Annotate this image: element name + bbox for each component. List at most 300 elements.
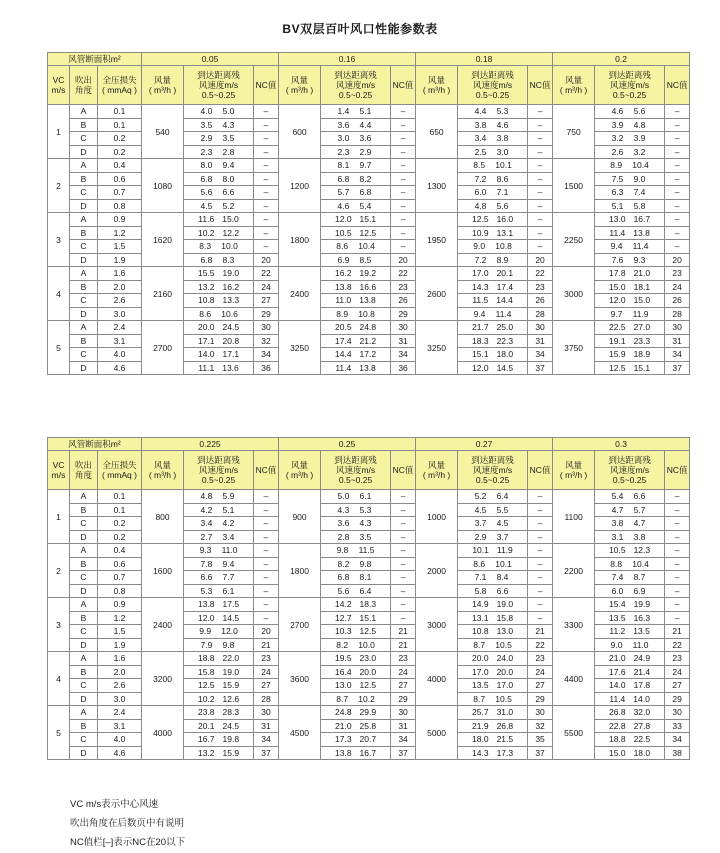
nc-cell: – (391, 199, 416, 213)
distance-cell (321, 334, 391, 348)
loss-header-line-1: 全压损失 (102, 460, 137, 470)
distance-max: 10.6 (221, 308, 238, 319)
flow-header-line-1: 风量 (291, 460, 309, 470)
nc-cell: 23 (254, 652, 279, 666)
loss-cell: 2.0 (98, 280, 142, 294)
distance-min: 13.0 (335, 680, 352, 691)
nc-header-line-1: NC值 (392, 465, 414, 475)
nc-cell: – (528, 503, 553, 517)
distance-cell (321, 361, 391, 375)
distance-min: 17.8 (609, 268, 626, 279)
distance-max: 8.7 (633, 572, 646, 583)
nc-cell: 23 (391, 280, 416, 294)
distance-pair (184, 694, 253, 704)
distance-min: 20.0 (197, 322, 215, 333)
nc-cell: 27 (254, 294, 279, 308)
distance-max: 23.0 (359, 653, 377, 664)
nc-cell: – (665, 584, 690, 598)
angle-cell: A (70, 267, 98, 281)
nc-cell: 28 (665, 307, 690, 321)
nc-cell: – (391, 132, 416, 146)
nc-cell: 30 (528, 706, 553, 720)
nc-cell: 24 (528, 665, 553, 679)
distance-cell (321, 611, 391, 625)
distance-cell (458, 294, 528, 308)
distance-min: 13.8 (335, 281, 352, 292)
distance-pair (595, 133, 664, 143)
distance-pair (595, 174, 664, 184)
flow-header (416, 451, 458, 490)
distance-cell (321, 719, 391, 733)
distance-max: 17.4 (496, 281, 514, 292)
distance-pair (184, 187, 253, 197)
area-header: 0.27 (416, 438, 553, 451)
distance-cell (458, 132, 528, 146)
distance-cell (321, 145, 391, 159)
distance-max: 24.5 (222, 720, 240, 731)
distance-cell (458, 611, 528, 625)
nc-cell: 29 (391, 307, 416, 321)
nc-cell: 30 (391, 321, 416, 335)
distance-cell (458, 706, 528, 720)
nc-cell: – (254, 105, 279, 119)
distance-pair (321, 309, 390, 319)
angle-cell: D (70, 584, 98, 598)
nc-cell: – (665, 159, 690, 173)
distance-max: 13.6 (222, 362, 239, 373)
angle-cell: D (70, 638, 98, 652)
distance-pair (458, 147, 527, 157)
distance-cell (184, 719, 254, 733)
distance-cell (595, 490, 665, 504)
distance-cell (321, 692, 391, 706)
distance-max: 9.0 (633, 173, 646, 184)
distance-pair (458, 680, 527, 690)
distance-max: 5.0 (222, 106, 235, 117)
nc-cell: 33 (665, 719, 690, 733)
distance-min: 8.7 (473, 639, 486, 650)
table-row (48, 706, 690, 720)
distance-pair (595, 214, 664, 224)
distance-min: 22.5 (609, 322, 626, 333)
area-header: 0.225 (142, 438, 279, 451)
distance-min: 11.6 (198, 214, 215, 225)
vc-header-line-2: m/s (51, 470, 66, 480)
distance-cell (458, 159, 528, 173)
nc-cell: 31 (254, 719, 279, 733)
distance-max: 5.5 (496, 504, 509, 515)
distance-pair (321, 599, 390, 609)
nc-cell: – (665, 199, 690, 213)
nc-header-line-1: NC值 (529, 80, 551, 90)
distance-pair (184, 241, 253, 251)
vc-cell: 2 (48, 544, 70, 598)
loss-cell: 0.6 (98, 172, 142, 186)
nc-cell: – (254, 584, 279, 598)
distance-pair (595, 147, 664, 157)
distance-pair (595, 282, 664, 292)
flow-header-line-1: 风量 (565, 460, 583, 470)
distance-cell (184, 638, 254, 652)
flow-header-line-1: 风量 (428, 75, 446, 85)
nc-cell: 35 (528, 733, 553, 747)
distance-cell (595, 267, 665, 281)
nc-cell: 37 (528, 746, 553, 760)
distance-pair (184, 174, 253, 184)
distance-max: 5.8 (633, 200, 646, 211)
distance-min: 2.7 (200, 531, 213, 542)
nc-cell: 34 (391, 733, 416, 747)
distance-min: 15.0 (609, 747, 626, 758)
nc-cell: – (254, 240, 279, 254)
distance-pair (184, 586, 253, 596)
angle-header-line-2: 角度 (74, 470, 92, 480)
distance-max: 5.4 (359, 200, 372, 211)
distance-min: 14.2 (335, 599, 352, 610)
nc-cell: 23 (665, 267, 690, 281)
distance-min: 8.1 (337, 160, 350, 171)
distance-min: 12.5 (472, 214, 489, 225)
distance-pair (595, 640, 664, 650)
flow-cell: 4400 (553, 652, 595, 706)
distance-min: 3.4 (474, 133, 487, 144)
distance-min: 11.2 (609, 626, 626, 637)
nc-cell: – (391, 530, 416, 544)
distance-min: 16.7 (197, 734, 215, 745)
distance-min: 15.1 (472, 349, 489, 360)
distance-cell (184, 733, 254, 747)
distance-cell (595, 280, 665, 294)
nc-cell: 34 (391, 348, 416, 362)
nc-cell: – (528, 530, 553, 544)
distance-pair (321, 626, 390, 636)
distance-min: 12.7 (335, 612, 352, 623)
distance-max: 8.2 (359, 173, 372, 184)
distance-max: 9.7 (359, 160, 372, 171)
distance-pair (595, 532, 664, 542)
distance-pair (458, 214, 527, 224)
distance-pair (321, 282, 390, 292)
distance-pair (458, 586, 527, 596)
table-row (48, 267, 690, 281)
distance-min: 19.1 (609, 335, 626, 346)
distance-cell (595, 348, 665, 362)
distance-pair (321, 133, 390, 143)
distance-max: 17.2 (359, 349, 377, 360)
nc-cell: – (254, 490, 279, 504)
nc-cell: 22 (665, 638, 690, 652)
distance-max: 16.7 (359, 747, 377, 758)
distance-min: 7.2 (474, 254, 487, 265)
distance-min: 19.5 (335, 653, 352, 664)
loss-cell: 1.6 (98, 267, 142, 281)
nc-cell: 26 (391, 294, 416, 308)
distance-cell (458, 665, 528, 679)
distance-max: 5.3 (359, 504, 372, 515)
distance-pair (321, 613, 390, 623)
loss-cell: 0.2 (98, 517, 142, 531)
distance-max: 14.5 (496, 362, 514, 373)
distance-cell (595, 334, 665, 348)
distance-cell (321, 584, 391, 598)
distance-pair (458, 322, 527, 332)
distance-cell (184, 199, 254, 213)
loss-cell: 0.2 (98, 132, 142, 146)
distance-cell (595, 145, 665, 159)
distance-pair (321, 295, 390, 305)
flow-cell: 4000 (142, 706, 184, 760)
angle-cell: B (70, 557, 98, 571)
loss-cell: 0.8 (98, 199, 142, 213)
distance-min: 10.2 (197, 693, 215, 704)
distance-min: 21.0 (609, 653, 626, 664)
nc-cell: 21 (254, 638, 279, 652)
distance-cell (595, 733, 665, 747)
distance-min: 14.3 (472, 281, 489, 292)
flow-cell: 600 (279, 105, 321, 159)
angle-header (70, 66, 98, 105)
distance-min: 6.8 (337, 173, 350, 184)
nc-cell: – (254, 226, 279, 240)
distance-max: 3.5 (222, 133, 235, 144)
distance-header-line-2: 风速度m/s (472, 80, 513, 90)
distance-max: 15.0 (222, 214, 239, 225)
distance-min: 8.5 (473, 160, 486, 171)
area-label-header: 风管断面积m² (48, 53, 142, 66)
distance-max: 11.4 (632, 241, 649, 252)
distance-min: 7.2 (474, 173, 487, 184)
distance-cell (595, 638, 665, 652)
flow-header (553, 66, 595, 105)
distance-cell (458, 334, 528, 348)
distance-max: 5.2 (222, 200, 235, 211)
nc-cell: 34 (254, 348, 279, 362)
distance-pair (595, 309, 664, 319)
distance-pair (595, 295, 664, 305)
distance-max: 5.7 (633, 504, 646, 515)
distance-header-line-1: 到达距离残 (608, 70, 651, 80)
flow-cell: 3600 (279, 652, 321, 706)
flow-header (553, 451, 595, 490)
distance-min: 10.5 (335, 227, 352, 238)
flow-header-line-2: ( m³/h ) (148, 85, 177, 95)
flow-header-line-2: ( m³/h ) (422, 470, 451, 480)
distance-min: 5.2 (474, 491, 487, 502)
distance-max: 4.5 (496, 518, 509, 529)
distance-max: 32.0 (633, 707, 651, 718)
distance-cell (184, 665, 254, 679)
distance-min: 21.7 (472, 322, 489, 333)
loss-cell: 0.4 (98, 159, 142, 173)
distance-cell (595, 132, 665, 146)
distance-max: 21.4 (633, 666, 651, 677)
distance-cell (321, 625, 391, 639)
distance-cell (321, 598, 391, 612)
loss-cell: 2.6 (98, 294, 142, 308)
distance-min: 5.0 (337, 491, 350, 502)
flow-cell: 1000 (416, 490, 458, 544)
distance-min: 17.4 (335, 335, 352, 346)
vc-header (48, 451, 70, 490)
flow-cell: 3750 (553, 321, 595, 375)
distance-min: 7.8 (200, 558, 213, 569)
distance-cell (595, 253, 665, 267)
distance-cell (595, 544, 665, 558)
nc-header (391, 451, 416, 490)
nc-cell: 31 (528, 334, 553, 348)
distance-max: 4.3 (359, 518, 372, 529)
loss-cell: 0.2 (98, 530, 142, 544)
angle-cell: A (70, 544, 98, 558)
distance-max: 14.4 (496, 295, 513, 306)
distance-pair (184, 336, 253, 346)
flow-cell: 2400 (279, 267, 321, 321)
distance-min: 17.3 (335, 734, 352, 745)
flow-header (416, 66, 458, 105)
distance-min: 11.4 (335, 362, 352, 373)
distance-cell (595, 294, 665, 308)
distance-pair (321, 187, 390, 197)
distance-pair (321, 505, 390, 515)
distance-min: 8.7 (336, 693, 349, 704)
distance-pair (321, 518, 390, 528)
distance-cell (184, 307, 254, 321)
nc-cell: 26 (528, 294, 553, 308)
distance-min: 20.5 (335, 322, 352, 333)
distance-pair (458, 174, 527, 184)
distance-max: 3.8 (496, 133, 509, 144)
distance-cell (184, 267, 254, 281)
distance-max: 22.3 (496, 335, 514, 346)
distance-cell (184, 490, 254, 504)
distance-min: 20.0 (472, 653, 489, 664)
nc-cell: – (391, 186, 416, 200)
flow-header-line-2: ( m³/h ) (285, 85, 314, 95)
distance-max: 18.0 (633, 747, 651, 758)
distance-max: 12.5 (359, 680, 377, 691)
distance-min: 13.5 (609, 612, 626, 623)
distance-pair (595, 721, 664, 731)
distance-max: 31.0 (496, 707, 514, 718)
page-title: BV双层百叶风口性能参数表 (282, 22, 438, 36)
distance-min: 12.5 (197, 680, 215, 691)
distance-cell (184, 517, 254, 531)
nc-header (665, 451, 690, 490)
distance-max: 3.5 (359, 531, 372, 542)
distance-max: 12.5 (359, 227, 377, 238)
nc-cell: 29 (528, 692, 553, 706)
nc-cell: 30 (391, 706, 416, 720)
distance-pair (184, 282, 253, 292)
distance-cell (321, 557, 391, 571)
nc-cell: – (665, 145, 690, 159)
distance-max: 21.0 (633, 268, 651, 279)
distance-min: 9.0 (473, 241, 486, 252)
nc-cell: 24 (665, 280, 690, 294)
distance-pair (321, 174, 390, 184)
distance-max: 13.8 (359, 295, 376, 306)
loss-cell: 1.9 (98, 253, 142, 267)
distance-header-line-3: 0.5~0.25 (475, 475, 510, 485)
flow-cell: 900 (279, 490, 321, 544)
distance-min: 8.2 (337, 558, 350, 569)
distance-header-line-1: 到达距离残 (197, 70, 240, 80)
distance-cell (595, 557, 665, 571)
loss-cell: 3.1 (98, 719, 142, 733)
nc-cell: 28 (528, 307, 553, 321)
distance-cell (595, 321, 665, 335)
nc-cell: – (528, 240, 553, 254)
nc-cell: – (391, 490, 416, 504)
loss-cell: 0.1 (98, 118, 142, 132)
distance-min: 2.6 (611, 146, 624, 157)
distance-header-line-1: 到达距离残 (334, 455, 377, 465)
distance-cell (184, 679, 254, 693)
distance-min: 7.1 (474, 572, 487, 583)
distance-min: 13.5 (472, 680, 489, 691)
area-header: 0.18 (416, 53, 553, 66)
distance-max: 19.9 (633, 599, 651, 610)
distance-min: 3.8 (611, 518, 624, 529)
nc-cell: – (665, 105, 690, 119)
distance-min: 1.4 (337, 106, 350, 117)
distance-cell (184, 746, 254, 760)
distance-max: 18.1 (633, 281, 651, 292)
flow-header-line-2: ( m³/h ) (285, 470, 314, 480)
distance-pair (458, 349, 527, 359)
distance-min: 6.8 (337, 572, 350, 583)
vc-header (48, 66, 70, 105)
vc-cell: 4 (48, 267, 70, 321)
distance-pair (321, 228, 390, 238)
distance-pair (458, 187, 527, 197)
distance-pair (458, 491, 527, 501)
distance-pair (458, 228, 527, 238)
nc-cell: 36 (391, 361, 416, 375)
distance-pair (458, 241, 527, 251)
loss-cell: 2.4 (98, 321, 142, 335)
distance-cell (595, 307, 665, 321)
distance-min: 25.7 (472, 707, 489, 718)
flow-cell: 1500 (553, 159, 595, 213)
nc-cell: – (254, 557, 279, 571)
nc-cell: 24 (254, 665, 279, 679)
distance-min: 3.6 (337, 119, 350, 130)
distance-min: 10.2 (197, 227, 215, 238)
area-header: 0.2 (553, 53, 690, 66)
flow-cell: 2000 (416, 544, 458, 598)
distance-pair (458, 694, 527, 704)
distance-max: 7.4 (633, 187, 646, 198)
angle-cell: C (70, 571, 98, 585)
distance-cell (458, 253, 528, 267)
distance-min: 10.8 (197, 295, 215, 306)
distance-min: 18.8 (609, 734, 626, 745)
distance-pair (595, 322, 664, 332)
distance-min: 13.2 (197, 281, 215, 292)
distance-max: 14.0 (633, 693, 650, 704)
distance-min: 10.9 (472, 227, 489, 238)
distance-min: 10.8 (472, 626, 489, 637)
nc-cell: – (391, 571, 416, 585)
distance-max: 4.3 (222, 119, 235, 130)
distance-pair (184, 133, 253, 143)
distance-pair (458, 599, 527, 609)
distance-cell (458, 267, 528, 281)
distance-max: 8.3 (222, 254, 235, 265)
flow-cell: 1800 (279, 213, 321, 267)
angle-cell: B (70, 611, 98, 625)
